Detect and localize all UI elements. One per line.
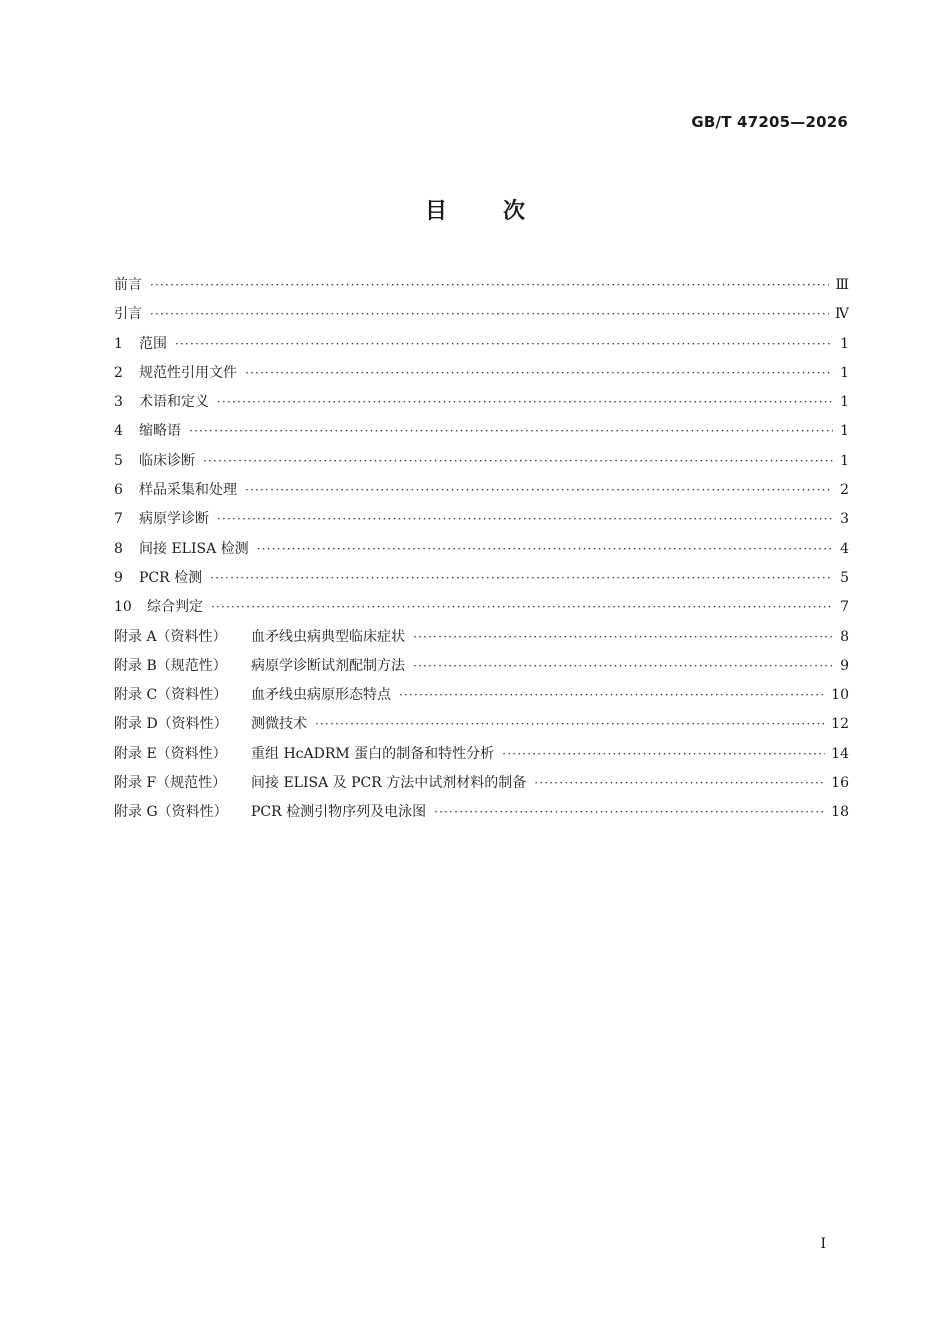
toc-entry-page: 1 <box>840 394 849 411</box>
table-of-contents <box>114 272 849 829</box>
dot-leader <box>245 360 833 386</box>
toc-entry-10[interactable] <box>114 594 849 623</box>
toc-entry-title: 血矛线虫病典型临床症状 <box>251 628 405 645</box>
toc-entry-page: 7 <box>840 599 849 616</box>
toc-entry-number: 8 <box>114 540 123 557</box>
dot-leader <box>203 448 833 474</box>
toc-entry-page: 18 <box>831 804 849 821</box>
dot-leader <box>315 711 825 737</box>
toc-entry-title: 缩略语 <box>139 423 181 440</box>
dot-leader <box>434 799 825 825</box>
toc-entry-title: 引言 <box>114 306 142 323</box>
toc-entry-title: 规范性引用文件 <box>139 364 237 381</box>
toc-entry-introduction[interactable] <box>114 301 849 330</box>
toc-entry-9[interactable] <box>114 565 849 594</box>
annex-prefix: 附录 E（资料性） <box>114 745 227 762</box>
toc-entry-foreword[interactable] <box>114 272 849 301</box>
dot-leader <box>217 506 833 532</box>
toc-entry-title: PCR 检测引物序列及电泳图 <box>251 804 427 821</box>
dot-leader <box>210 565 833 591</box>
toc-entry-page: 2 <box>840 482 849 499</box>
toc-entry-page: 1 <box>840 364 849 381</box>
toc-entry-title: 术语和定义 <box>139 394 209 411</box>
toc-entry-number: 6 <box>114 482 123 499</box>
toc-entry-title: 间接 ELISA 及 PCR 方法中试剂材料的制备 <box>251 775 527 792</box>
toc-entry-title: 重组 HcADRM 蛋白的制备和特性分析 <box>251 745 495 762</box>
toc-entry-number: 4 <box>114 423 123 440</box>
annex-prefix: 附录 C（资料性） <box>114 687 228 704</box>
dot-leader <box>534 770 825 796</box>
toc-entry-title: 前言 <box>114 277 142 293</box>
toc-entry-title: 临床诊断 <box>139 452 195 469</box>
toc-entry-8[interactable] <box>114 536 849 565</box>
toc-entry-title: 血矛线虫病原形态特点 <box>251 687 391 704</box>
toc-entry-page: 1 <box>840 452 849 469</box>
annex-prefix: 附录 B（规范性） <box>114 657 227 674</box>
dot-leader <box>217 389 833 415</box>
toc-entry-annex-c[interactable] <box>114 682 849 711</box>
toc-entry-page: Ⅲ <box>835 277 849 293</box>
toc-entry-number: 5 <box>114 452 123 469</box>
toc-entry-title: 间接 ELISA 检测 <box>139 540 249 557</box>
toc-entry-annex-d[interactable] <box>114 711 849 740</box>
toc-entry-page: 3 <box>840 511 849 528</box>
toc-entry-page: Ⅳ <box>835 306 849 323</box>
toc-entry-page: 10 <box>831 687 849 704</box>
toc-entry-number: 3 <box>114 394 123 411</box>
toc-entry-page: 5 <box>840 569 849 586</box>
toc-entry-page: 14 <box>831 745 849 762</box>
toc-entry-2[interactable] <box>114 360 849 389</box>
dot-leader <box>211 594 833 620</box>
dot-leader <box>413 624 833 650</box>
dot-leader <box>189 418 833 444</box>
toc-entry-number: 10 <box>114 599 132 616</box>
toc-entry-title: PCR 检测 <box>139 569 203 586</box>
toc-entry-page: 1 <box>840 423 849 440</box>
annex-prefix: 附录 G（资料性） <box>114 804 228 821</box>
toc-entry-page: 16 <box>831 775 849 792</box>
toc-entry-4[interactable] <box>114 418 849 447</box>
toc-entry-title: 样品采集和处理 <box>139 482 237 499</box>
toc-entry-page: 4 <box>840 540 849 557</box>
annex-prefix: 附录 A（资料性） <box>114 628 227 645</box>
page-number: Ⅰ <box>820 1236 826 1252</box>
page-title: 目次 <box>424 199 581 224</box>
toc-entry-number: 1 <box>114 335 123 352</box>
dot-leader <box>257 536 833 562</box>
toc-entry-title: 综合判定 <box>147 599 203 616</box>
dot-leader <box>175 331 833 357</box>
dot-leader <box>150 272 829 298</box>
dot-leader <box>150 301 829 327</box>
toc-entry-page: 8 <box>840 628 849 645</box>
toc-entry-annex-f[interactable] <box>114 770 849 799</box>
toc-entry-number: 7 <box>114 511 123 528</box>
dot-leader <box>413 653 833 679</box>
toc-entry-5[interactable] <box>114 448 849 477</box>
toc-entry-page: 12 <box>831 716 849 733</box>
toc-entry-number: 2 <box>114 364 123 381</box>
toc-entry-annex-g[interactable] <box>114 799 849 828</box>
annex-prefix: 附录 D（资料性） <box>114 716 228 733</box>
toc-entry-6[interactable] <box>114 477 849 506</box>
dot-leader <box>502 741 825 767</box>
toc-entry-title: 范围 <box>139 335 167 352</box>
standard-number: GB/T 47205—2026 <box>691 113 848 131</box>
dot-leader <box>399 682 825 708</box>
toc-entry-title: 测微技术 <box>251 716 307 733</box>
toc-entry-annex-a[interactable] <box>114 624 849 653</box>
toc-entry-title: 病原学诊断试剂配制方法 <box>251 657 405 674</box>
toc-entry-annex-b[interactable] <box>114 653 849 682</box>
toc-entry-page: 1 <box>840 335 849 352</box>
toc-entry-7[interactable] <box>114 506 849 535</box>
toc-entry-title: 病原学诊断 <box>139 511 209 528</box>
dot-leader <box>245 477 833 503</box>
toc-entry-annex-e[interactable] <box>114 741 849 770</box>
annex-prefix: 附录 F（规范性） <box>114 775 227 792</box>
toc-entry-page: 9 <box>840 657 849 674</box>
toc-entry-3[interactable] <box>114 389 849 418</box>
toc-entry-number: 9 <box>114 569 123 586</box>
toc-entry-1[interactable] <box>114 331 849 360</box>
